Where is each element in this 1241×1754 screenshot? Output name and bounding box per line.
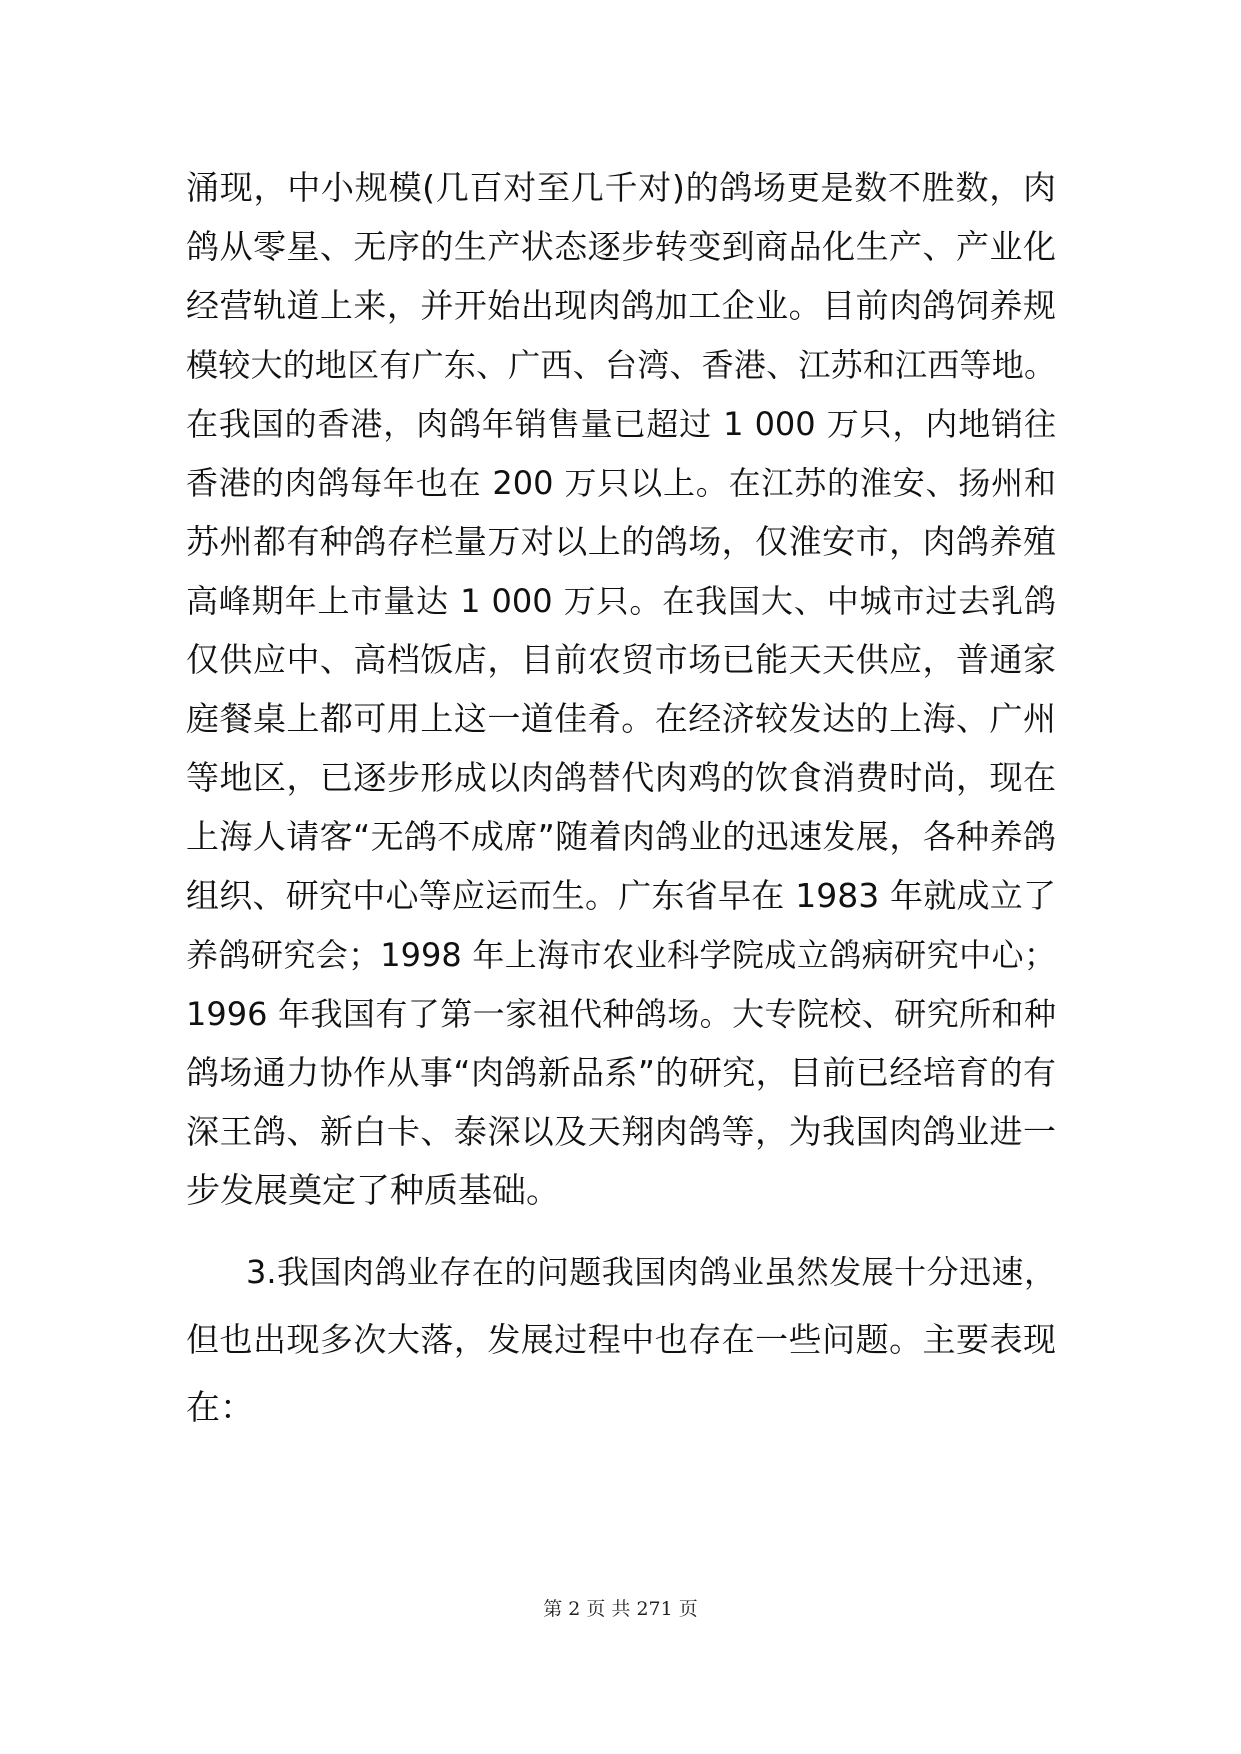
text-line: 组织、研究中心等应运而生。广东省早在 1983 年就成立了 (186, 876, 1056, 915)
text-line: 在： (186, 1388, 254, 1428)
text-line: 模较大的地区有广东、广西、台湾、香港、江苏和江西等地。 (186, 346, 1056, 384)
page-number-footer: 第 2 页 共 271 页 (543, 1598, 698, 1620)
text-line: 鸽场通力协作从事“肉鸽新品系”的研究，目前已经培育的有 (186, 1053, 1056, 1092)
text-line: 高峰期年上市量达 1 000 万只。在我国大、中城市过去乳鸽 (186, 582, 1056, 620)
text-line: 涌现，中小规模(几百对至几千对)的鸽场更是数不胜数，肉 (186, 168, 1056, 207)
text-line: 但也出现多次大落，发展过程中也存在一些问题。主要表现 (186, 1320, 1056, 1359)
text-line: 经营轨道上来，并开始出现肉鸽加工企业。目前肉鸽饲养规 (186, 286, 1056, 325)
section-heading-line: 3.我国肉鸽业存在的问题我国肉鸽业虽然发展十分迅速， (246, 1253, 1056, 1291)
text-line: 上海人请客“无鸽不成席”随着肉鸽业的迅速发展，各种养鸽 (186, 817, 1056, 856)
text-line: 仅供应中、高档饭店，目前农贸市场已能天天供应，普通家 (186, 640, 1056, 679)
text-line: 在我国的香港，肉鸽年销售量已超过 1 000 万只，内地销往 (186, 405, 1056, 443)
text-line: 香港的肉鸽每年也在 200 万只以上。在江苏的淮安、扬州和 (186, 464, 1056, 502)
text-line: 步发展奠定了种质基础。 (186, 1171, 560, 1211)
text-line: 养鸽研究会；1998 年上海市农业科学院成立鸽病研究中心； (186, 936, 1056, 974)
text-line: 庭餐桌上都可用上这一道佳肴。在经济较发达的上海、广州 (186, 699, 1056, 738)
text-line: 苏州都有种鸽存栏量万对以上的鸽场，仅淮安市，肉鸽养殖 (186, 522, 1056, 561)
text-line: 鸽从零星、无序的生产状态逐步转变到商品化生产、产业化 (186, 227, 1056, 266)
text-line: 1996 年我国有了第一家祖代种鸽场。大专院校、研究所和种 (186, 995, 1056, 1033)
text-line: 等地区，已逐步形成以肉鸽替代肉鸡的饮食消费时尚，现在 (186, 758, 1056, 797)
text-line: 深王鸽、新白卡、泰深以及天翔肉鸽等，为我国肉鸽业进一 (186, 1112, 1056, 1151)
